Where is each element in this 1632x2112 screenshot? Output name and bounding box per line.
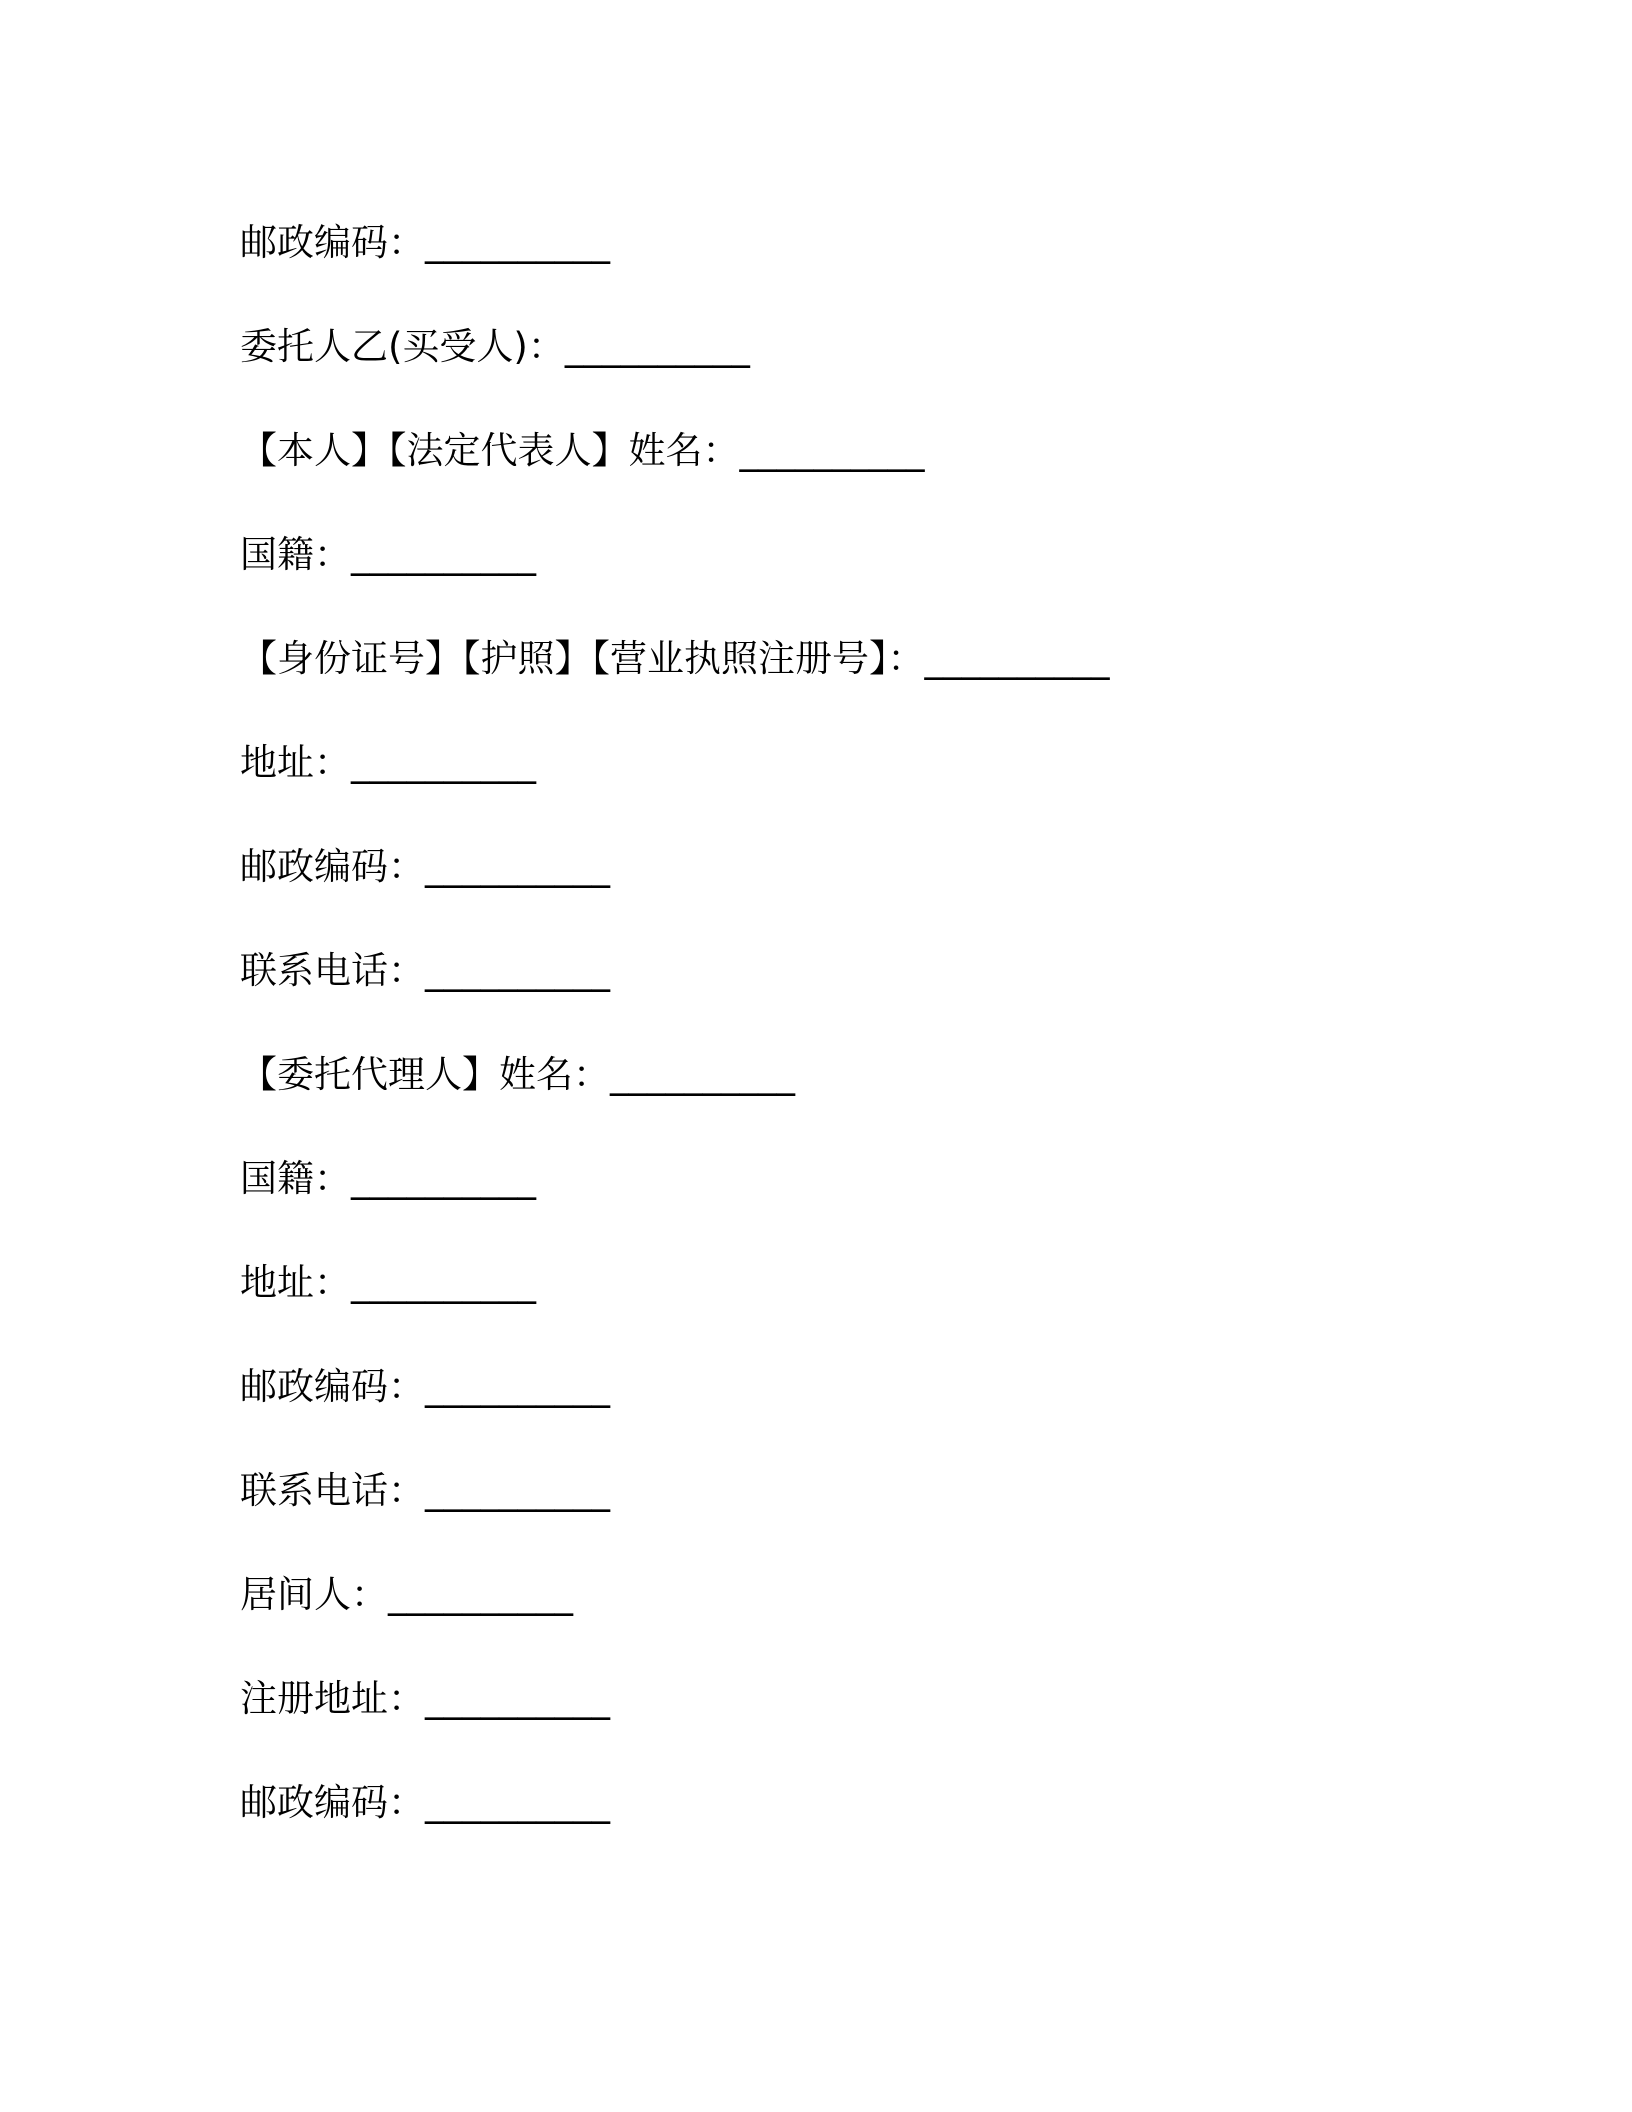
phone-line: 联系电话：__________: [240, 948, 610, 992]
postal-code-line: 邮政编码：__________: [240, 1364, 610, 1408]
postal-code-line: 邮政编码：__________: [240, 220, 610, 264]
registered-address-line: 注册地址：__________: [240, 1676, 610, 1720]
document-body: [240, 190, 1440, 1854]
postal-code-line: 邮政编码：__________: [240, 844, 610, 888]
address-line: 地址：__________: [240, 1260, 536, 1304]
nationality-line: 国籍：__________: [240, 1156, 536, 1200]
intermediary-line: 居间人：__________: [240, 1572, 573, 1616]
phone-line: 联系电话：__________: [240, 1468, 610, 1512]
nationality-line: 国籍：__________: [240, 532, 536, 576]
id-passport-license-line: 【身份证号】【护照】【营业执照注册号】：__________: [240, 636, 1110, 680]
postal-code-line: 邮政编码：__________: [240, 1780, 610, 1824]
representative-name-line: 【本人】【法定代表人】姓名：__________: [240, 428, 925, 472]
principal-b-buyer-line: 委托人乙(买受人)：__________: [240, 324, 750, 368]
agent-name-line: 【委托代理人】姓名：__________: [240, 1052, 795, 1096]
address-line: 地址：__________: [240, 740, 536, 784]
